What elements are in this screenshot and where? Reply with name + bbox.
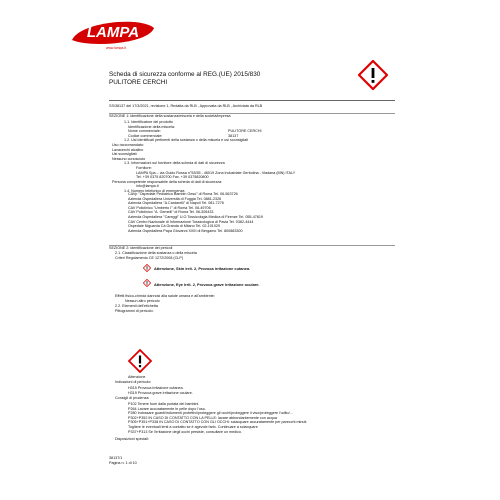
section1-line: 1.2. Usi identificati pertinenti della sostanza o della miscela e usi sconsigliati	[124, 138, 249, 143]
precautionary-statement: P264 Lavare accuratamente le pelle dopo l'uso.	[128, 406, 206, 411]
section1-line: Fornitore:	[136, 166, 152, 170]
signal-word: Attenzione	[128, 375, 146, 379]
section1-line: 1.3. Informazioni sul fornitore della scheda di dati di sicurezza	[124, 161, 225, 166]
section1-value: 38137	[228, 133, 239, 138]
section1-line: 1.1. Identificatore del prodotto	[124, 120, 173, 124]
hazard-statement: H315 Provoca irritazione cutanea.	[128, 386, 184, 390]
emergency-contact: Azienda Ospedaliera Università di Foggia Tel. 0881-2326	[128, 196, 222, 201]
effects-value: Nessun altro pericolo	[125, 299, 160, 303]
product-name: PULITORE CERCHI	[109, 79, 168, 86]
emergency-contact: Azienda Ospedaliera Papa Giovanni XXIII di Bergamo Tel. 800883300	[128, 228, 243, 233]
pictograms-label: Pittogrammi di pericolo:	[115, 309, 154, 313]
section2-heading: SEZIONE 2: identificazione dei pericoli	[109, 246, 173, 250]
lampa-logo-text: LAMPA	[86, 24, 140, 41]
section1-line: Identificazione della miscela:	[128, 124, 175, 129]
section1-heading: SEZIONE 1: identificazione della sostanza/miscela e della società/impresa	[109, 114, 231, 118]
emergency-contact: CAVp "Ospedale Pediatrico Bambin Gesù" di Roma Tel. 06-563726	[128, 192, 238, 196]
precautionary-statement: P337+P313 Se l'irritazione degli occhi persiste, consultare un medico.	[128, 429, 242, 434]
special-provisions: Disposizioni speciali:	[115, 437, 150, 441]
precautionary-statement: P102 Tenere fuori dalla portata dei bambini.	[128, 402, 200, 406]
brand-url: www.lampa.it	[106, 46, 126, 50]
clp-criteria: Criteri Regolamento CE 1272/2008 (CLP)	[115, 256, 184, 260]
hazard-eye: Attenzione, Eye Irrit. 2, Provoca grave irritazione oculare.	[154, 282, 260, 287]
emergency-contact: CAV Policlinico "Umberto I" di Roma Tel. 06-49706	[128, 205, 211, 210]
classification-label: 2.1. Classificazione della sostanza o della miscela	[115, 251, 197, 255]
hazard-exclamation-icon	[143, 279, 151, 287]
section1-line: info@lampa.it	[136, 184, 159, 189]
emergency-contact: Azienda Ospedaliera "A.Cardarelli" di Napoli Tel. 081-7276	[128, 201, 224, 206]
document-title: Scheda di sicurezza conforme al REG.(UE) 2015/830	[109, 71, 261, 78]
section1-line: Lavacerchi alcalino	[112, 147, 144, 152]
section1-line: Usi sconsigliati:	[112, 152, 138, 157]
precautionary-statement: P280 Indossare guanti/indumenti protettivi/proteggere gli occhi/proteggere il viso/proteggere l'udito/...	[128, 411, 293, 416]
emergency-contact: Ospedale Niguarda Cà Granda di Milano Tel. 02-101029	[128, 224, 220, 229]
page-number: Pagina n. 1 di 10	[109, 461, 137, 465]
precautionary-statement: P305+P351+P338 IN CASO DI CONTATTO CON GLI OCCHI: sciacquare accuratamente per parecchi minuti.	[128, 420, 308, 425]
section1-line: Nome commerciale:	[128, 129, 161, 134]
section1-line: Persona competente responsabile della scheda di dati di sicurezza:	[112, 179, 223, 184]
label-elements: 2.2. Elementi dell'etichetta	[115, 304, 158, 308]
section1-line: Uso raccomandato:	[112, 143, 144, 147]
section1-line: Nessuno conosciuto	[112, 156, 146, 161]
section1-line: LAMPA Spa – via Guido Rossa n°53/55 - 46019 Zona Industriale Gerbolina - Viadana (MN) ITALY	[136, 170, 296, 175]
section1-line: Tel. +39 0375 820700 Fax. +39 0375820800	[136, 175, 209, 180]
footer-code: 38137/1	[109, 456, 123, 460]
emergency-contact: Azienda Ospedaliera "Careggi" U.O.Tossicologia Medica di Firenze Tel. 055-47819	[128, 215, 263, 219]
hazard-exclamation-icon	[143, 264, 151, 272]
precautionary-label: Consigli di prudenza:	[115, 396, 150, 400]
effects-label: Effetti fisico-chimici dannosi alla salute umana e all'ambiente:	[115, 294, 215, 298]
section1-line: Codice commerciale:	[128, 133, 163, 138]
document-meta: SS/38137 del 17/3/2021, revisione 1, Redatta da RLB , Approvata da RLB , Archiviata da RLB	[109, 104, 263, 108]
emergency-contact: CAV Policlinico "A. Gemelli" di Roma Tel. 06-305433	[128, 210, 214, 215]
hazard-skin: Attenzione, Skin Irrit. 2, Provoca irritazione cutanea.	[154, 266, 251, 271]
hazard-statements-label: Indicazioni di pericolo:	[115, 380, 152, 384]
ghs07-exclamation-icon	[128, 349, 152, 373]
header-divider	[109, 100, 395, 101]
section1-line: 1.4. Numero telefonico di emergenza	[124, 189, 185, 193]
ghs07-exclamation-icon	[358, 60, 388, 90]
precautionary-statement: Togliere le eventuali lenti a contatto se è agevole farlo. Continuare a sciacquare	[128, 425, 258, 429]
hazard-statement: H319 Provoca grave irritazione oculare.	[128, 390, 193, 395]
emergency-contact: CAV Centro Nazionale di Informazione Tossicologica di Pavia Tel. 0382-4444	[128, 219, 254, 224]
precautionary-statement: P302+P352 IN CASO DI CONTATTO CON LA PELLE: lavare abbondantemente con acqua	[128, 415, 277, 420]
section1-value: PULITORE CERCHI	[228, 129, 262, 134]
lampa-logo	[70, 18, 156, 46]
